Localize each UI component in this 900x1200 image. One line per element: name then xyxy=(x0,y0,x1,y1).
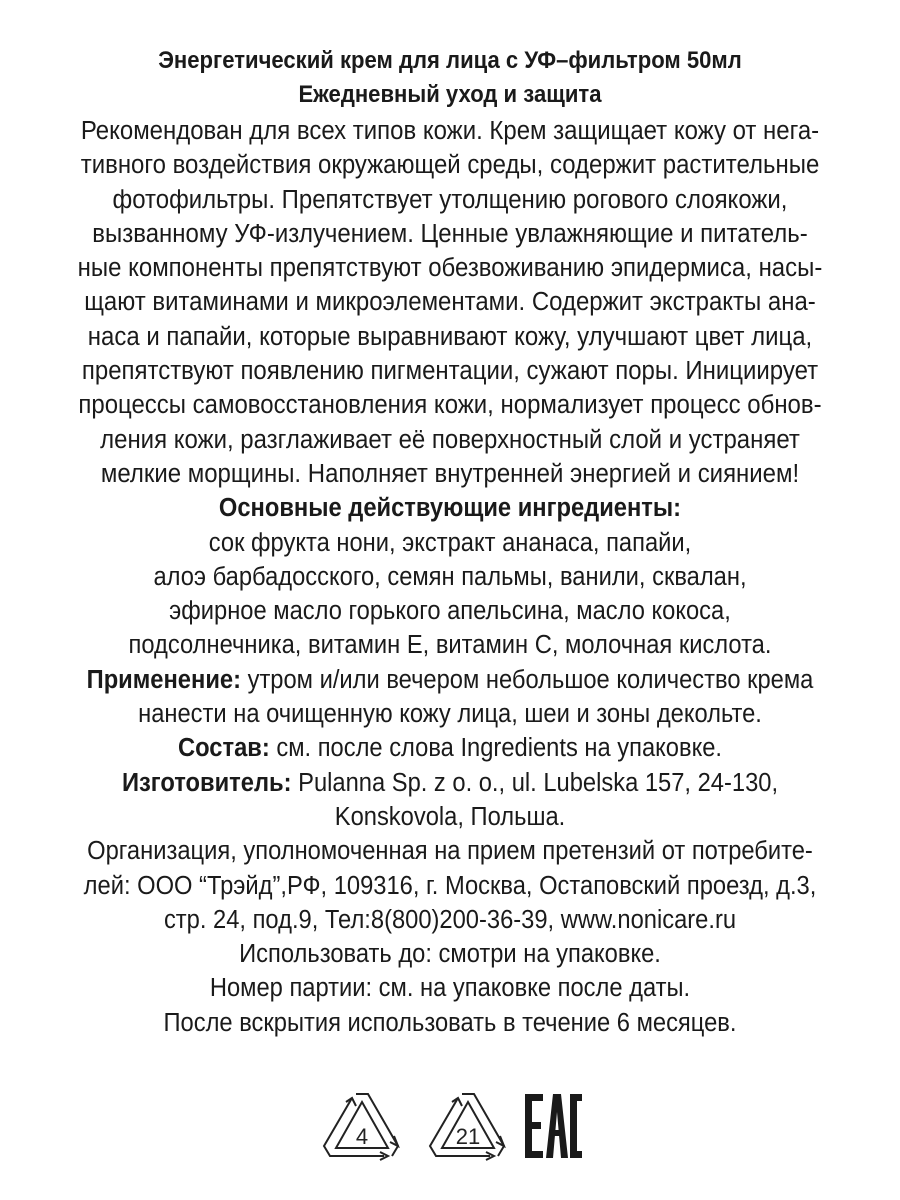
description-line: фотофильтры. Препятствует утолщению рогового слоякожи, xyxy=(112,185,788,214)
manufacturer-text: Konskovola, Польша. xyxy=(334,802,566,831)
manufacturer-section xyxy=(59,766,840,835)
product-title-line-2: Ежедневный уход и защита xyxy=(298,81,602,108)
description-line: щают витаминами и микроэлементами. Содержит экстракты ана- xyxy=(84,288,816,317)
product-title xyxy=(36,44,864,112)
manufacturer-text: Pulanna Sp. z o. o., ul. Lubelska 157, 24-130, xyxy=(291,768,779,797)
ingredients-heading: Основные действующие ингредиенты: xyxy=(218,494,682,523)
expiry-text: Использовать до: смотри на упаковке. xyxy=(239,940,661,969)
description-line: ные компоненты препятствуют обезвоживанию эпидермиса, насы- xyxy=(77,254,823,283)
composition-section xyxy=(59,731,840,765)
usage-label: Применение: xyxy=(86,665,241,694)
logos-svg xyxy=(0,1082,900,1172)
footer-section xyxy=(59,937,840,1040)
composition-text: см. после слова Ingredients на упаковке. xyxy=(269,734,723,763)
ingredients-section xyxy=(59,491,840,662)
description-line: процессы самовосстановления кожи, нормализует процесс обнов- xyxy=(78,391,822,420)
eac-mark-icon xyxy=(525,1094,582,1158)
description-line: мелкие морщины. Наполняет внутренней энергией и сиянием! xyxy=(100,459,800,488)
certification-logos xyxy=(0,1082,900,1172)
description-line: тивного воздействия окружающей среды, содержит растительные xyxy=(80,151,820,180)
description-line: препятствуют появлению пигментации, сужают поры. Инициирует xyxy=(81,357,819,386)
usage-text: утром и/или вечером небольшое количество крема xyxy=(240,665,814,694)
manufacturer-label: Изготовитель: xyxy=(121,768,292,797)
description-line: ления кожи, разглаживает её поверхностный слой и устраняет xyxy=(100,425,800,454)
recycle-code-2: 21 xyxy=(455,1124,481,1149)
product-title-line-1: Энергетический крем для лица с УФ–фильтром 50мл xyxy=(158,47,742,74)
usage-text: нанести на очищенную кожу лица, шеи и зоны декольте. xyxy=(138,700,762,729)
organization-section xyxy=(59,834,840,937)
usage-section xyxy=(59,663,840,732)
composition-label: Состав: xyxy=(177,734,270,763)
after-opening-text: После вскрытия использовать в течение 6 месяцев. xyxy=(163,1008,737,1037)
description-line: Рекомендован для всех типов кожи. Крем защищает кожу от нега- xyxy=(80,117,820,145)
ingredients-line: эфирное масло горького апельсина, масло кокоса, xyxy=(169,597,731,626)
ingredients-line: подсолнечника, витамин Е, витамин С, молочная кислота. xyxy=(128,631,772,660)
organization-line: Организация, уполномоченная на прием претензий от потребите- xyxy=(87,837,813,866)
description-line: наса и папайи, которые выравнивают кожу, улучшают цвет лица, xyxy=(87,322,813,351)
organization-line: стр. 24, под.9, Тел:8(800)200-36-39, www.nonicare.ru xyxy=(163,905,737,934)
ingredients-line: сок фрукта нони, экстракт ананаса, папайи, xyxy=(208,528,692,557)
recycle-code-1: 4 xyxy=(355,1124,369,1149)
organization-line: лей: ООО “Трэйд”,РФ, 109316, г. Москва, Остаповский проезд, д.3, xyxy=(83,871,817,900)
product-description xyxy=(65,114,836,491)
batch-text: Номер партии: см. на упаковке после даты. xyxy=(209,974,691,1003)
description-line: вызванному УФ-излучением. Ценные увлажняющие и питатель- xyxy=(92,219,808,248)
ingredients-line: алоэ барбадосского, семян пальмы, ванили, сквалан, xyxy=(153,562,747,591)
